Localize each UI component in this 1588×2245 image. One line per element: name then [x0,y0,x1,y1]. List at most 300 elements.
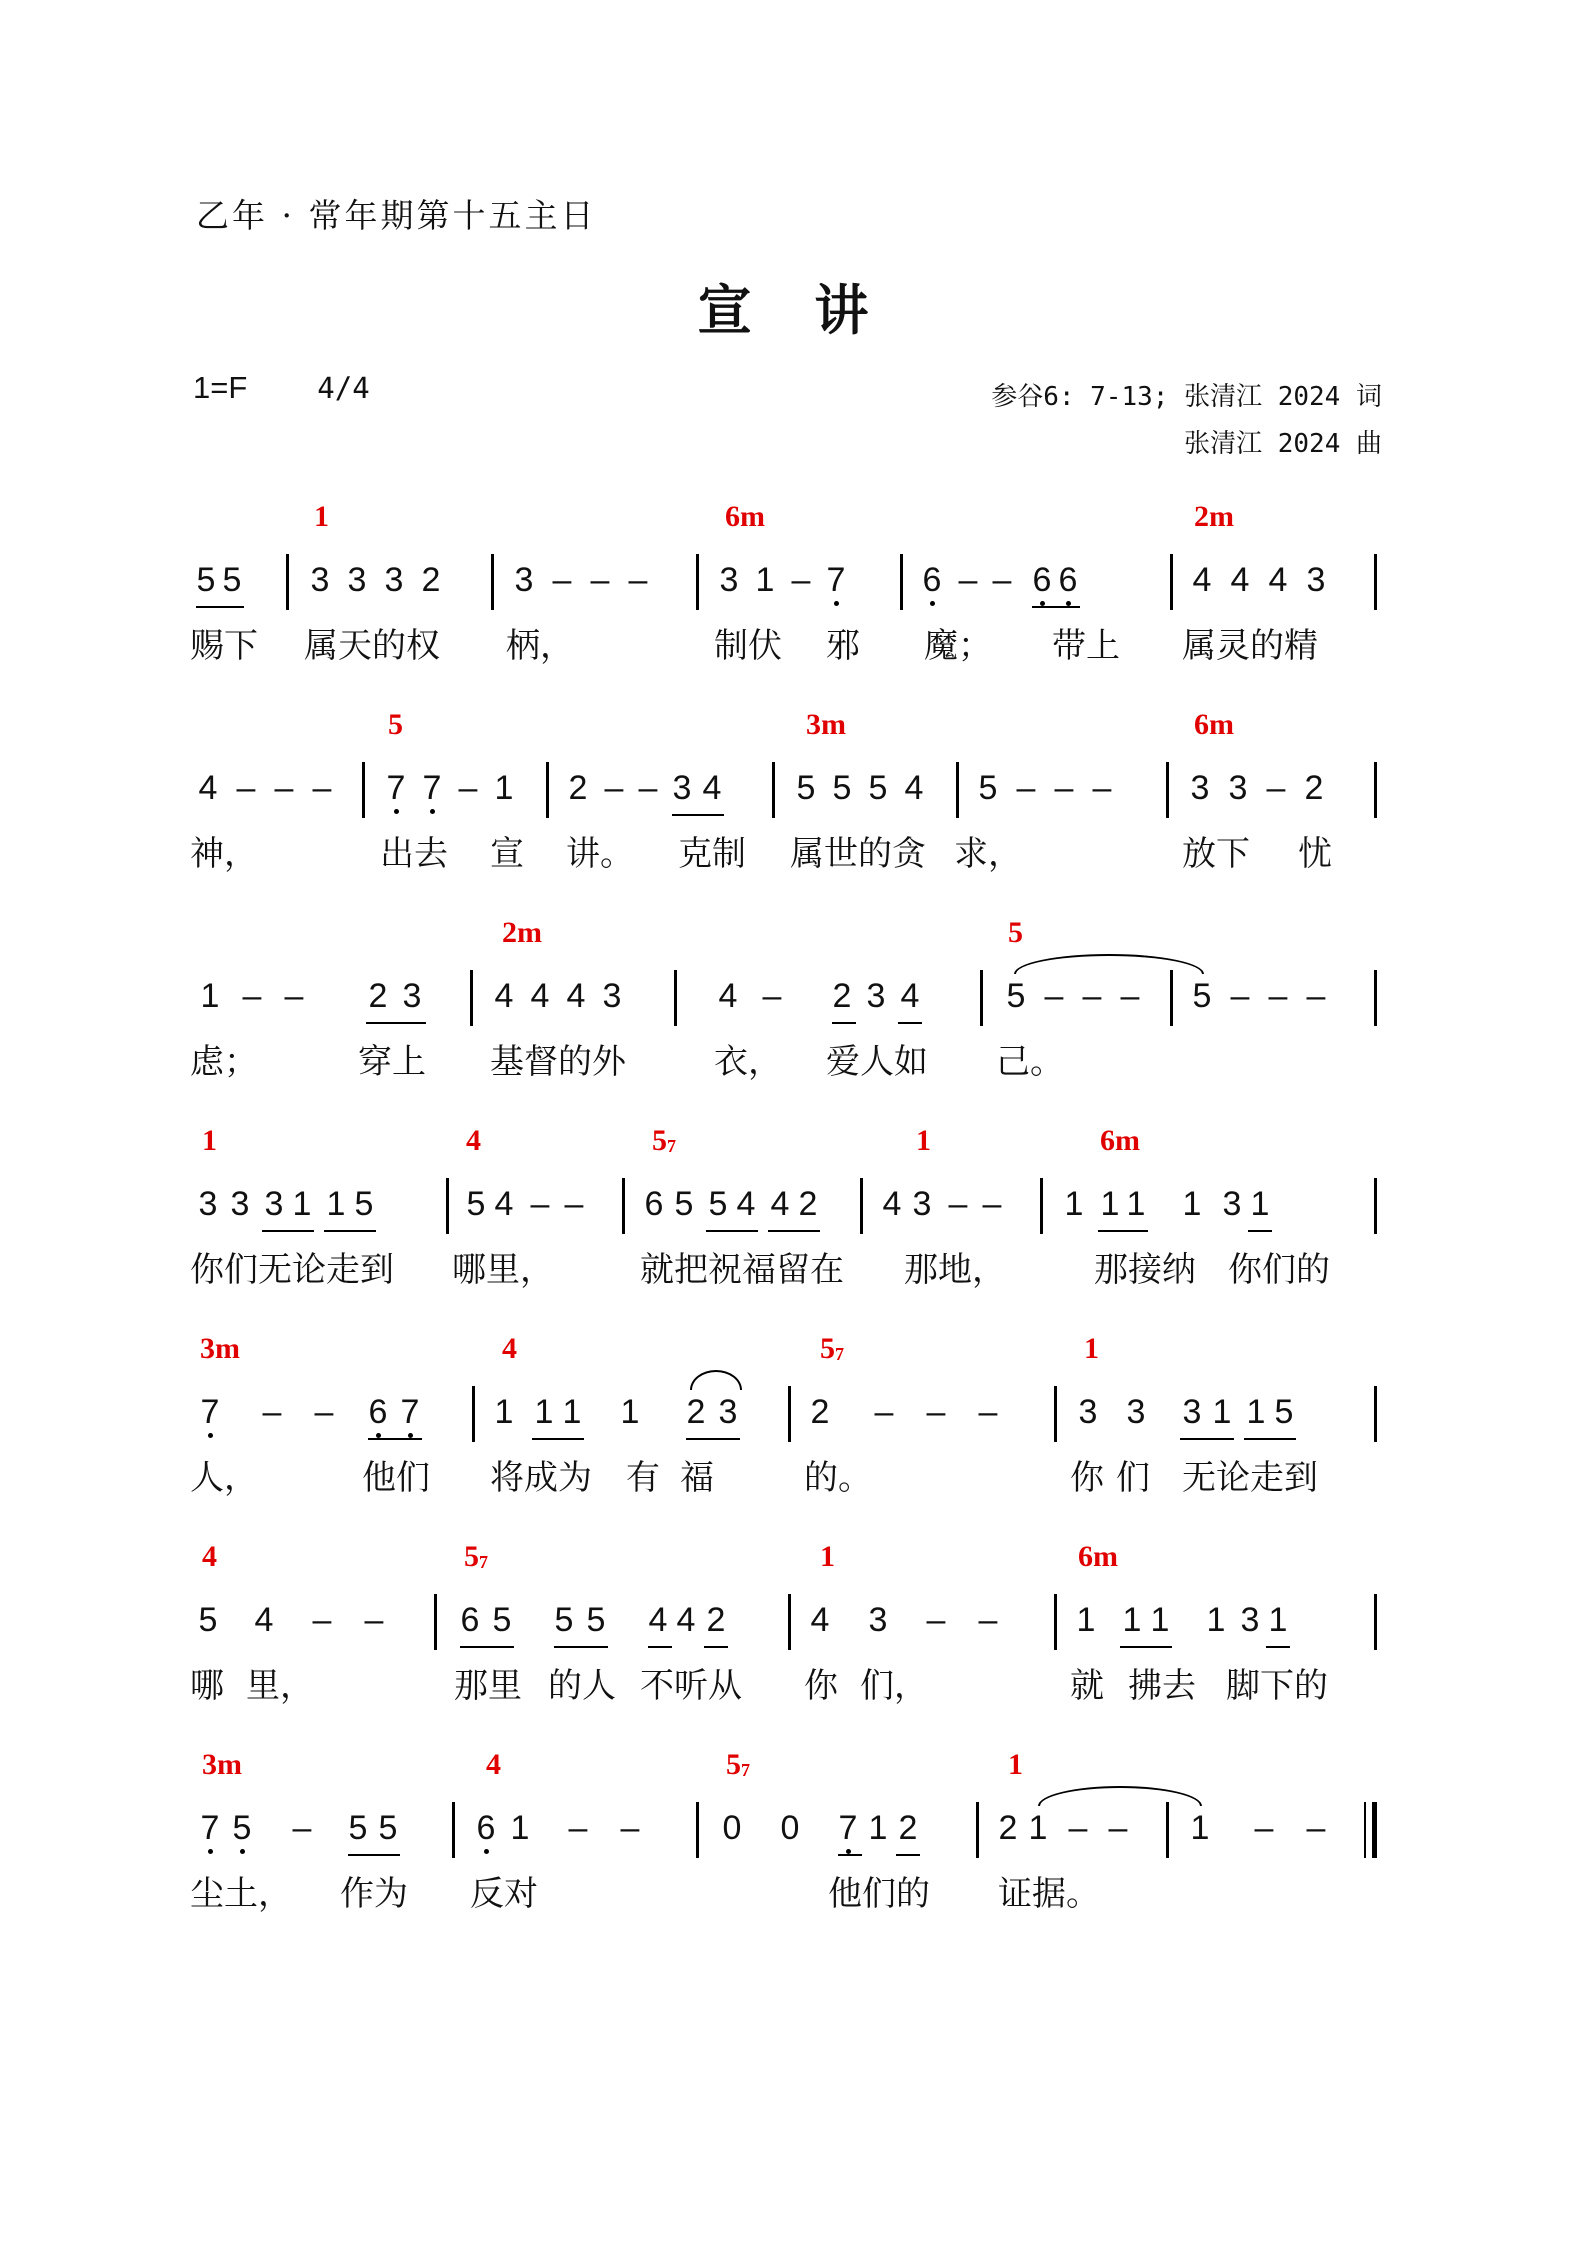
lyric-syllable: 里， [246,1666,314,1706]
note: 1 [755,561,775,599]
note: 1 [534,1393,554,1431]
note: 6 [474,1808,498,1848]
note: 4 [676,1601,696,1639]
chord-symbol [652,1124,676,1158]
chord-symbol: 4 [466,1124,481,1157]
lyric-syllable: 将成为 [490,1458,592,1498]
barline [446,1178,449,1234]
note: 4 [494,1185,514,1223]
staff-system-2 [190,708,1380,918]
dash: – [791,561,811,599]
lyric-syllable: 就 [1070,1666,1104,1706]
note: 3 [1228,769,1248,807]
barline [674,970,677,1026]
lyric-syllable: 你们无论走到 [190,1250,394,1290]
barline [286,554,289,610]
dash: – [874,1393,894,1431]
beam [366,1022,426,1024]
note: 4 [810,1601,830,1639]
barline [362,762,365,818]
lyric-syllable: 们， [860,1666,928,1706]
note: 1 [1150,1601,1170,1639]
note: 4 [770,1185,790,1223]
dash: – [284,977,304,1015]
note: 5 [196,561,216,599]
lyric-syllable: 哪里， [452,1250,554,1290]
note: 4 [254,1601,274,1639]
note: 6 [1056,560,1080,600]
note: 1 [494,1393,514,1431]
lyric-syllable: 们 [1116,1458,1150,1498]
dash: – [1254,1809,1274,1847]
barline [622,1178,625,1234]
chord-symbol: 4 [502,1332,517,1365]
note: 5 [1192,977,1212,1015]
lyric-syllable: 属天的权 [304,626,440,666]
note: 7 [198,1392,222,1432]
barline [956,762,959,818]
dash: – [236,769,256,807]
note: 2 [368,977,388,1015]
lyric-syllable: 讲。 [566,834,634,874]
barline [1166,762,1169,818]
beam [324,1230,376,1232]
dash: – [590,561,610,599]
note: 3 [402,977,422,1015]
note: 2 [706,1601,726,1639]
note: 2 [568,769,588,807]
note: 5 [586,1601,606,1639]
note: 4 [198,769,218,807]
barline [1166,1802,1169,1858]
note: 1 [1250,1185,1270,1223]
note: 5 [868,769,888,807]
dash: – [530,1185,550,1223]
lyric-syllable: 拂去 [1128,1666,1196,1706]
note: 7 [384,768,408,808]
note: 2 [421,561,441,599]
beam [262,1230,314,1232]
note: 5 [1274,1393,1294,1431]
note: 3 [310,561,330,599]
beam [896,1854,920,1856]
lyric-syllable: 证据。 [998,1874,1100,1914]
lyric-syllable: 就把祝福留在 [640,1250,844,1290]
lyric-syllable: 虑； [190,1042,258,1082]
note: 3 [514,561,534,599]
beam [898,1022,922,1024]
note: 7 [824,560,848,600]
barline [788,1386,791,1442]
chord-symbol [820,1332,844,1366]
note: 3 [384,561,404,599]
barline [860,1178,863,1234]
dash: – [1306,977,1326,1015]
note: 4 [882,1185,902,1223]
beam [832,1022,856,1024]
dash: – [1120,977,1140,1015]
barline [1374,1386,1377,1442]
page-title: 宣 讲 [697,279,891,342]
dash: – [1016,769,1036,807]
lyric-syllable: 哪 [190,1666,224,1706]
lyric-syllable: 脚下的 [1226,1666,1328,1706]
note: 6 [644,1185,664,1223]
beam [348,1854,400,1856]
note: 7 [198,1808,222,1848]
chord-symbol: 1 [314,500,329,533]
lyric-syllable: 有 [626,1458,660,1498]
chord-extension: 7 [835,1344,844,1364]
dash: – [242,977,262,1015]
note: 3 [1190,769,1210,807]
dash: – [1266,769,1286,807]
chord-symbol: 5 [1008,916,1023,949]
lyric-syllable: 属灵的精 [1182,626,1318,666]
note: 3 [912,1185,932,1223]
note: 1 [1182,1185,1202,1223]
chord-symbol: 4 [202,1540,217,1573]
note: 1 [1268,1601,1288,1639]
note: 4 [736,1185,756,1223]
beam [838,1854,862,1856]
note: 1 [200,977,220,1015]
note: 3 [1182,1393,1202,1431]
note: 7 [398,1392,422,1432]
chord-symbol: 6m [1078,1540,1118,1573]
note: 3 [264,1185,284,1223]
note: 2 [898,1809,918,1847]
note: 3 [1078,1393,1098,1431]
note: 1 [1212,1393,1232,1431]
chord-symbol: 1 [1084,1332,1099,1365]
note: 2 [832,977,852,1015]
beam [706,1230,758,1232]
key-meter [193,370,370,406]
chord-symbol: 3m [202,1748,242,1781]
note: 3 [1126,1393,1146,1431]
lyric-syllable: 的人 [548,1666,616,1706]
chord-symbol [726,1748,750,1782]
dash: – [458,769,478,807]
lyric-syllable: 带上 [1052,626,1120,666]
lyric-syllable: 那地， [904,1250,1006,1290]
chord-symbol: 1 [1008,1748,1023,1781]
occasion-line: 乙年 · 常年期第十五主日 [196,196,597,235]
beam [1180,1438,1234,1440]
chord-symbol: 6m [1100,1124,1140,1157]
note: 5 [348,1809,368,1847]
barline [491,554,494,610]
lyric-syllable: 的。 [804,1458,872,1498]
note: 1 [1190,1809,1210,1847]
note: 3 [198,1185,218,1223]
lyricist-credit: 参谷6: 7-13; 张清江 2024 词 [991,382,1382,412]
note: 3 [347,561,367,599]
note: 7 [836,1808,860,1848]
note: 2 [686,1393,706,1431]
barline [452,1802,455,1858]
chord-root: 5 [726,1748,741,1781]
lyric-syllable: 作为 [340,1874,408,1914]
chord-symbol: 2m [1194,500,1234,533]
note: 1 [868,1809,888,1847]
beam [554,1646,608,1648]
note: 4 [1192,561,1212,599]
barline [1374,1178,1377,1234]
chord-symbol: 1 [820,1540,835,1573]
final-barline [1372,1802,1377,1858]
lyric-syllable: 爱人如 [826,1042,928,1082]
barline [696,1802,699,1858]
note: 5 [1006,977,1026,1015]
dash: – [1268,977,1288,1015]
barline [788,1594,791,1650]
beam [1120,1646,1172,1648]
beam [1266,1646,1290,1648]
barline [1054,1386,1057,1442]
beam [460,1646,514,1648]
barline [1374,970,1377,1026]
note: 4 [494,977,514,1015]
tie-arc [1038,1786,1202,1806]
lyric-syllable: 求， [954,834,1022,874]
beam [1248,1230,1272,1232]
note: 3 [1240,1601,1260,1639]
note: 0 [722,1809,742,1847]
beam [532,1438,584,1440]
note: 5 [198,1601,218,1639]
note: 2 [1304,769,1324,807]
lyric-syllable: 放下 [1182,834,1250,874]
dash: – [948,1185,968,1223]
note: 1 [620,1393,640,1431]
barline [546,762,549,818]
note: 2 [810,1393,830,1431]
note: 4 [904,769,924,807]
note: 4 [1230,561,1250,599]
note: 4 [718,977,738,1015]
note: 1 [1076,1601,1096,1639]
chord-root: 5 [820,1332,835,1365]
time-signature: 4/4 [317,371,370,405]
chord-symbol [464,1540,488,1574]
chord-symbol: 6m [1194,708,1234,741]
note: 1 [292,1185,312,1223]
chord-symbol: 2m [502,916,542,949]
barline [1374,554,1377,610]
note: 2 [798,1185,818,1223]
note: 5 [978,769,998,807]
lyric-syllable: 那里 [454,1666,522,1706]
dash: – [1068,1809,1088,1847]
note: 1 [1028,1809,1048,1847]
beam [1032,606,1080,608]
note: 6 [366,1392,390,1432]
dash: – [1044,977,1064,1015]
lyric-syllable: 你 [804,1666,838,1706]
barline [976,1802,979,1858]
staff-system-5 [190,1332,1380,1542]
dash: – [982,1185,1002,1223]
beam [704,1646,728,1648]
note: 5 [466,1185,486,1223]
note: 6 [920,560,944,600]
dash: – [564,1185,584,1223]
dash: – [762,977,782,1015]
lyric-syllable: 忧 [1298,834,1332,874]
note: 4 [1268,561,1288,599]
beam [768,1230,820,1232]
chord-extension: 7 [741,1760,750,1780]
tie-arc [690,1370,742,1390]
barline [1364,1802,1366,1858]
lyric-syllable: 出去 [380,834,448,874]
lyric-syllable: 你们的 [1228,1250,1330,1290]
dash: – [1082,977,1102,1015]
lyric-syllable: 神， [190,834,258,874]
barline [470,970,473,1026]
note: 3 [1306,561,1326,599]
note: 1 [326,1185,346,1223]
dash: – [958,561,978,599]
dash: – [312,1601,332,1639]
dash: – [992,561,1012,599]
beam [648,1646,672,1648]
beam [672,814,724,816]
lyric-syllable: 柄， [506,626,574,666]
note: 1 [1122,1601,1142,1639]
note: 1 [510,1809,530,1847]
barline [1170,554,1173,610]
note: 5 [378,1809,398,1847]
dash: – [1108,1809,1128,1847]
note: 4 [530,977,550,1015]
note: 3 [602,977,622,1015]
lyric-syllable: 你 [1070,1458,1104,1498]
lyric-syllable: 他们的 [828,1874,930,1914]
lyric-syllable: 属世的贪 [790,834,926,874]
note: 4 [702,769,722,807]
barline [980,970,983,1026]
beam [1244,1438,1296,1440]
dash: – [274,769,294,807]
note: 3 [866,977,886,1015]
beam [1098,1230,1148,1232]
lyric-syllable: 克制 [678,834,746,874]
key-signature: 1=F [193,370,248,405]
note: 3 [230,1185,250,1223]
note: 7 [420,768,444,808]
chord-root: 5 [652,1124,667,1157]
lyric-syllable: 反对 [470,1874,538,1914]
note: 1 [1064,1185,1084,1223]
lyric-syllable: 无论走到 [1182,1458,1318,1498]
lyric-syllable: 人， [190,1458,258,1498]
dash: – [926,1393,946,1431]
note: 5 [832,769,852,807]
dash: – [1092,769,1112,807]
dash: – [926,1601,946,1639]
barline [772,762,775,818]
note: 1 [562,1393,582,1431]
lyric-syllable: 穿上 [358,1042,426,1082]
note: 5 [230,1808,254,1848]
note: 5 [354,1185,374,1223]
chord-symbol: 6m [725,500,765,533]
lyric-syllable: 基督的外 [490,1042,626,1082]
chord-symbol: 1 [202,1124,217,1157]
dash: – [978,1601,998,1639]
dash: – [638,769,658,807]
lyric-syllable: 那接纳 [1094,1250,1196,1290]
lyric-syllable: 衣， [714,1042,782,1082]
staff-system-6 [190,1540,1380,1750]
note: 2 [998,1809,1018,1847]
dash: – [364,1601,384,1639]
dash: – [262,1393,282,1431]
dash: – [314,1393,334,1431]
chord-extension: 7 [479,1552,488,1572]
note: 3 [868,1601,888,1639]
staff-system-3 [190,916,1380,1126]
barline [1054,1594,1057,1650]
staff-system-1 [190,500,1380,710]
tie-arc [1014,954,1204,974]
barline [1040,1178,1043,1234]
lyric-syllable: 福 [680,1458,714,1498]
note: 1 [1126,1185,1146,1223]
dash: – [568,1809,588,1847]
staff-system-7 [190,1748,1380,1958]
beam [368,1438,422,1440]
note: 1 [494,769,514,807]
note: 0 [780,1809,800,1847]
dash: – [978,1393,998,1431]
lyric-syllable: 己。 [996,1042,1064,1082]
barline [1374,762,1377,818]
note: 5 [708,1185,728,1223]
note: 5 [492,1601,512,1639]
chord-symbol: 3m [806,708,846,741]
barline [472,1386,475,1442]
note: 4 [566,977,586,1015]
beam [196,606,244,608]
dash: – [1054,769,1074,807]
dash: – [292,1809,312,1847]
note: 4 [900,977,920,1015]
note: 6 [460,1601,480,1639]
composer-credit: 张清江 2024 曲 [1184,429,1382,459]
lyric-syllable: 制伏 [714,626,782,666]
note: 5 [554,1601,574,1639]
note: 3 [719,561,739,599]
note: 1 [1100,1185,1120,1223]
chord-extension: 7 [667,1136,676,1156]
chord-symbol: 5 [388,708,403,741]
chord-symbol: 4 [486,1748,501,1781]
chord-root: 5 [464,1540,479,1573]
staff-system-4 [190,1124,1380,1334]
note: 1 [1206,1601,1226,1639]
dash: – [620,1809,640,1847]
dash: – [604,769,624,807]
lyric-syllable: 邪 [826,626,860,666]
chord-symbol: 1 [916,1124,931,1157]
barline [696,554,699,610]
dash: – [1306,1809,1326,1847]
note: 1 [1246,1393,1266,1431]
